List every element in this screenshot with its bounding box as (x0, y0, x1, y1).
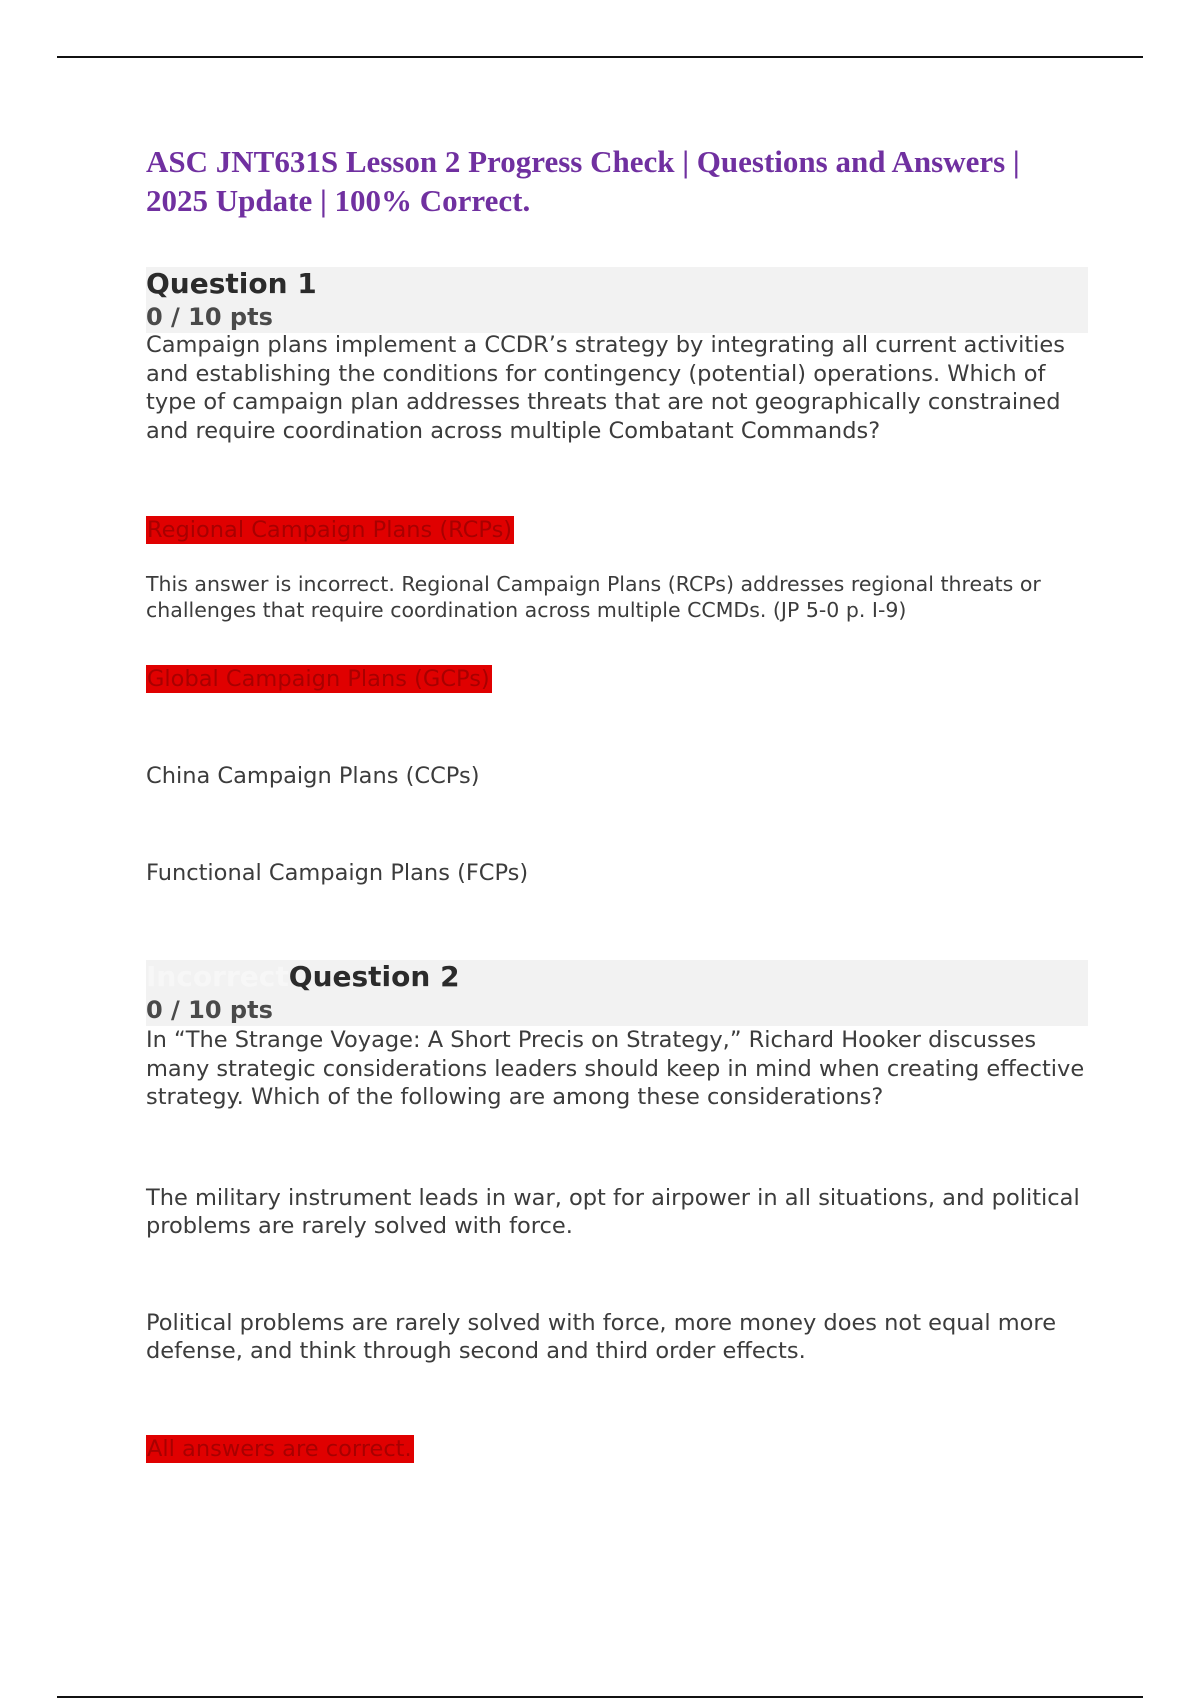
top-rule (57, 56, 1143, 58)
question-2-answer-2[interactable]: Political problems are rarely solved with force, more money does not equal more defense, and think through second and third order effects. (146, 1310, 1057, 1364)
question-1-answer-1[interactable]: Regional Campaign Plans (RCPs) (147, 517, 513, 543)
question-2-answer-1[interactable]: The military instrument leads in war, opt for airpower in all situations, and political problems are rarely solved with force. (146, 1185, 1080, 1239)
question-1-title: Question 1 (146, 267, 317, 300)
question-2-status: Incorrect (146, 960, 289, 993)
question-1-answer-3[interactable]: China Campaign Plans (CCPs) (146, 763, 480, 789)
question-1-header (146, 267, 1088, 333)
question-1-answer-2[interactable]: Global Campaign Plans (GCPs) (147, 666, 490, 692)
question-2-points: 0 / 10 pts (146, 996, 273, 1024)
question-2-text: In “The Strange Voyage: A Short Precis on Strategy,” Richard Hooker discusses many strategic considerations leaders should keep in mind when creating effective strategy. Which of the following are among these considerations? (146, 1027, 1085, 1110)
question-1-text: Campaign plans implement a CCDR’s strategy by integrating all current activities and establishing the conditions for contingency (potential) operations. Which of type of campaign plan addresses threats that are not geographically constrained and require coordination across multiple Combatant Commands? (146, 332, 1065, 444)
question-2-answer-3[interactable]: All answers are correct. (147, 1436, 412, 1462)
question-2-title: Question 2 (288, 960, 460, 993)
question-1-feedback: This answer is incorrect. Regional Campaign Plans (RCPs) addresses regional threats or challenges that require coordination across multiple CCMDs. (JP 5-0 p. I-9) (146, 572, 1041, 622)
document-title: ASC JNT631S Lesson 2 Progress Check | Questions and Answers | 2025 Update | 100% Correct. (146, 144, 1020, 218)
bottom-rule (57, 1696, 1143, 1698)
question-1-points: 0 / 10 pts (146, 303, 273, 331)
question-2-label (146, 960, 460, 994)
question-2-header (146, 960, 1088, 1026)
question-1-label (146, 267, 317, 301)
question-1-answer-4[interactable]: Functional Campaign Plans (FCPs) (146, 860, 529, 886)
